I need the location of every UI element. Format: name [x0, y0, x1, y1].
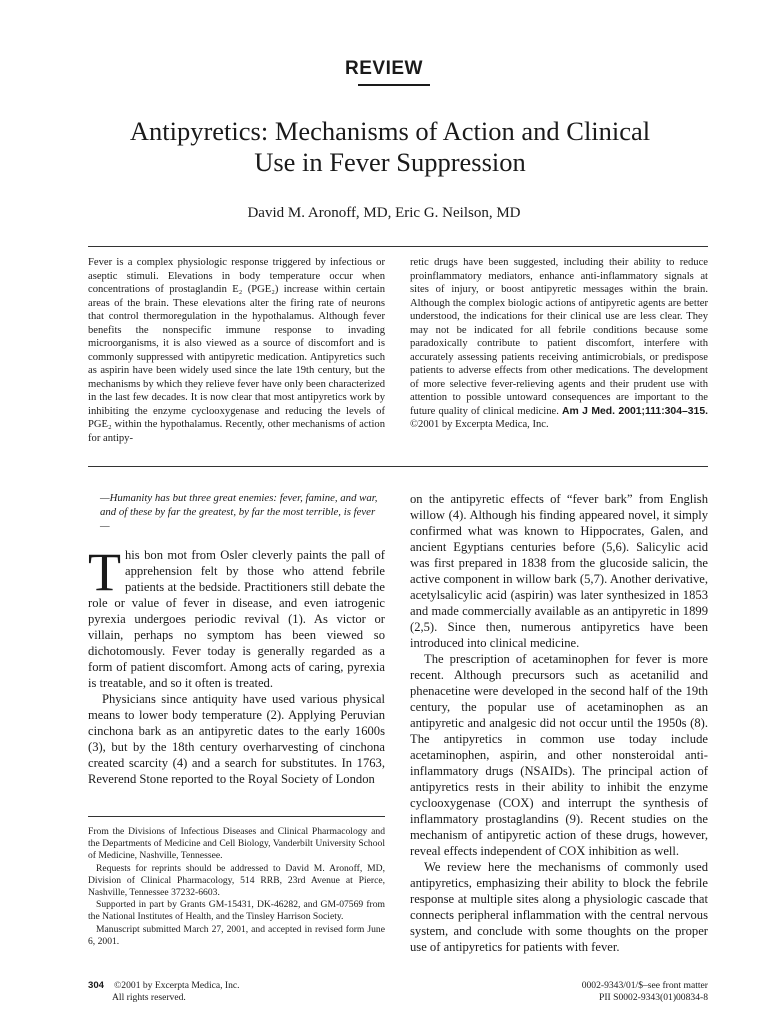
article-title: [60, 116, 720, 178]
drop-cap: T: [88, 542, 121, 602]
footer-rights: All rights reserved.: [112, 992, 186, 1003]
abstract-top-rule: [88, 246, 708, 247]
abstract-text-left: Fever is a complex physiologic response triggered by infectious or aseptic stimuli. Elevations in body temperature occur when concentrations of prostaglandin E₂ (PGE₂) increase within certain areas of the brain. These elevations alter the firing rate of neurons that control thermoregulation in the hypothalamus. Although fever benefits the nonspecific immune response to invading microorganisms, it is also viewed as a source of discomfort and is commonly suppressed with antipyretic medication. Antipyretics such as aspirin have been widely used since the late 19th century, but the mechanisms by which they relieve fever have only been characterized in the last few decades. It is now clear that most antipyretics work by inhibiting the enzyme cyclooxygenase and reducing the levels of PGE₂ within the hypothalamus. Recently, other mechanisms of action for antipy-: [88, 257, 385, 444]
title-line-1: Antipyretics: Mechanisms of Action and Clinical: [129, 116, 651, 146]
page-number: 304: [88, 980, 105, 991]
abstract-text-right: retic drugs have been suggested, including their ability to reduce proinflammatory mediators, enhance anti-inflammatory signals at sites of injury, or boost antipyretic messages within the brain. Although the complex biologic actions of antipyretic agents are better understood, the indications for their clinical use are less clear. They may not be indicated for all febrile conditions because some paradoxically contribute to patient discomfort, interfere with accurately assessing patients receiving antimicrobials, or predispose patients to adverse effects from other medications. The development of more selective fever-relieving agents and their prudent use with attention to possible untoward consequences are important to the future quality of clinical medicine. Am J Med. 2001;111:304–315. ©2001 by Excerpta Medica, Inc.: [410, 257, 708, 430]
footer-pii: PII S0002-9343(01)00834-8: [599, 992, 708, 1003]
affiliation-rule: [88, 816, 385, 817]
acetaminophen-paragraph: The prescription of acetaminophen for fever is more recent. Although precursors such as acetanilid and phenacetine were developed in the second half of the 19th century, the popular use of acetaminophen as an antipyretic and analgesic did not occur until the 1950s (8). The antipyretics in common use today include acetaminophen, aspirin, and other nonsteroidal anti-inflammatory drugs (NSAIDs). The principal action of antipyretics rests in their ability to inhibit the enzyme cyclooxygenase (COX) and interrupt the synthesis of inflammatory prostaglandins (9). Recent studies on the mechanism of antipyretic action of these drugs, however, reveal effects independent of COX inhibition as well.: [410, 652, 708, 858]
review-scope-paragraph: We review here the mechanisms of commonly used antipyretics, emphasizing their ability to block the febrile response at multiple sites along a physiologic cascade that connects peripheral inflammation with the central nervous system, and conclude with some thoughts on the proper use of antipyretics for patients with fever.: [410, 860, 708, 954]
abstract-copyright: ©2001 by Excerpta Medica, Inc.: [410, 419, 549, 430]
abstract-left-column: [88, 256, 385, 445]
authors: David M. Aronoff, MD, Eric G. Neilson, MD: [247, 205, 521, 221]
section-label: REVIEW: [345, 58, 423, 79]
abstract-right-column: [410, 256, 708, 432]
footer-issn: 0002-9343/01/$–see front matter: [581, 980, 708, 991]
willow-paragraph: on the antipyretic effects of “fever bark” from English willow (4). Although his finding appeared novel, it simply confirmed what was known to Hippocrates, Galen, and ancient Egyptians centuries before (5,6). Salicylic acid was first prepared in 1838 from the glucoside salicin, the active component in willow bark (5,7). Another derivative, acetylsalicylic acid (aspirin) was later synthesized in 1853 and made commercially available as an antipyretic in 1899 (2,5). Since then, numerous antipyretics have been introduced into clinical medicine.: [410, 492, 708, 650]
footer-copyright: ©2001 by Excerpta Medica, Inc.: [114, 980, 240, 991]
affiliation-grants: Supported in part by Grants GM-15431, DK-46282, and GM-07569 from the National Institutes of Health, and the Tinsley Harrison Society.: [88, 899, 385, 923]
intro-paragraph: This bon mot from Osler cleverly paints the pall of apprehension felt by those who attend febrile patients at the bedside. Practitioners still debate the role or value of fever in disease, and even iatrogenic pyrexia undergoes periodic revival (1). As victor or villain, perhaps no symptom has been viewed so dichotomously. Fever today is generally regarded as a form of patient discomfort. Among acts of caring, pyrexia is treatable, and so it often is treated.: [88, 542, 385, 690]
epigraph: —Humanity has but three great enemies: fever, famine, and war, and of these by far the greatest, by far the most terrible, is fever—: [100, 492, 378, 532]
abstract-citation: Am J Med. 2001;111:304–315.: [562, 405, 708, 417]
footer-right: [582, 980, 708, 1004]
abstract-bottom-rule: [88, 466, 708, 467]
history-paragraph: Physicians since antiquity have used various physical means to lower body temperature (2). Applying Peruvian cinchona bark as an antipyretic dates to the early 1600s (3), but by the 18th century overharvesting of cinchona created scarcity (4) and a search for substitutes. In 1763, Reverend Stone reported to the Royal Society of London: [88, 692, 385, 786]
title-line-2: Use in Fever Suppression: [254, 147, 526, 177]
body-right-column: [410, 491, 708, 955]
section-underline: [358, 84, 430, 86]
affiliations: [88, 826, 385, 948]
footer-left: [88, 980, 240, 1004]
affiliation-divisions: From the Divisions of Infectious Diseases and Clinical Pharmacology and the Departments of Medicine and Cell Biology, Vanderbilt University School of Medicine, Nashville, Tennessee.: [88, 826, 385, 862]
affiliation-reprints: Requests for reprints should be addressed to David M. Aronoff, MD, Division of Clinical Pharmacology, 514 RRB, 23rd Avenue at Pierce, Nashville, Tennessee 37232-6603.: [88, 862, 385, 899]
body-left-column: [88, 542, 385, 787]
affiliation-manuscript: Manuscript submitted March 27, 2001, and accepted in revised form June 6, 2001.: [88, 923, 385, 947]
